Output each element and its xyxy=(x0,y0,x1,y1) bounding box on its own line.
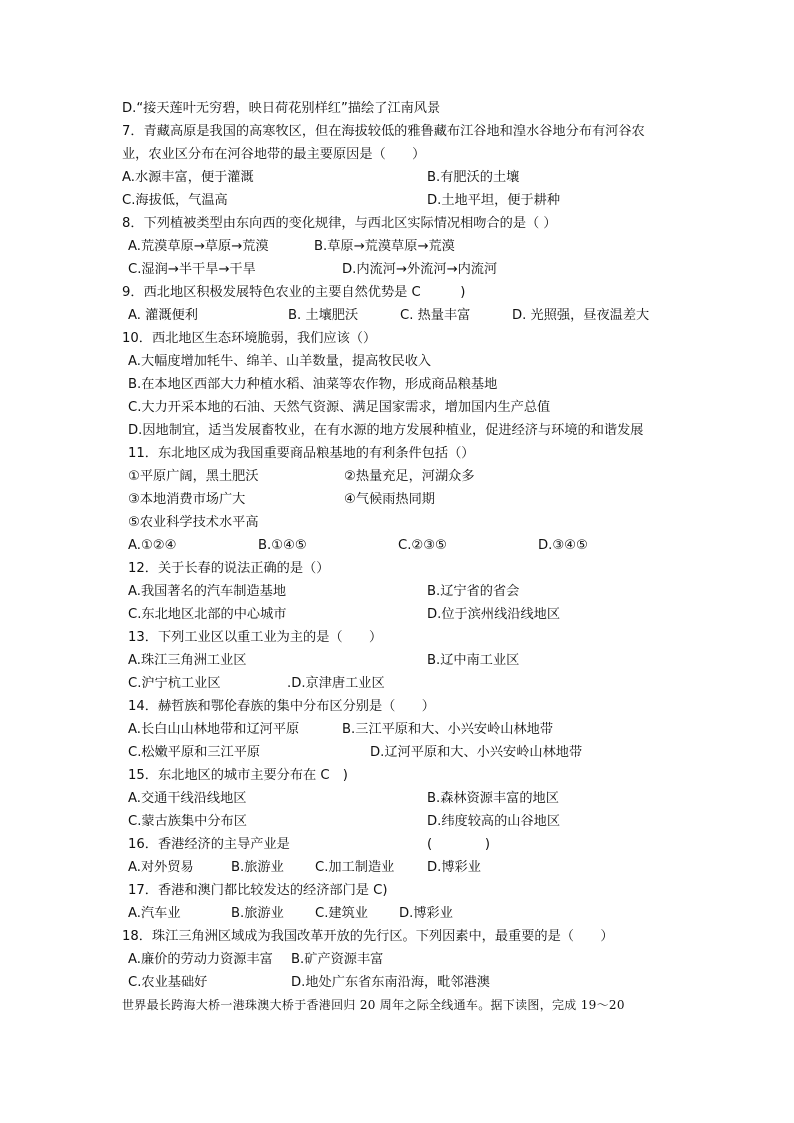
text-segment: 10．西北地区生态环境脆弱，我们应该（） xyxy=(122,331,377,346)
text-segment: D.因地制宜，适当发展畜牧业，在有水源的地方发展种植业，促进经济与环境的和谐发展 xyxy=(128,423,644,438)
text-segment: A.荒漠草原→草原→荒漠 xyxy=(128,239,269,254)
text-segment: ④气候雨热同期 xyxy=(344,492,435,507)
text-segment: ( ) xyxy=(427,837,491,852)
text-segment: 15．东北地区的城市主要分布在 C ) xyxy=(128,768,348,783)
text-segment: B.①④⑤ xyxy=(258,538,307,553)
text-segment: B.旅游业 xyxy=(231,906,284,921)
text-segment: 8．下列植被类型由东向西的变化规律，与西北区实际情况相吻合的是（ ） xyxy=(122,216,557,231)
text-segment: B.森林资源丰富的地区 xyxy=(427,791,559,806)
text-segment: 16．香港经济的主导产业是 xyxy=(128,837,290,852)
text-segment: 业，农业区分布在河谷地带的最主要原因是（ ） xyxy=(122,147,426,162)
text-segment: .D.京津唐工业区 xyxy=(287,676,385,691)
text-segment: B.在本地区西部大力种植水稻、油菜等农作物，形成商品粮基地 xyxy=(128,377,498,392)
text-segment: A.汽车业 xyxy=(128,906,181,921)
text-segment: B.旅游业 xyxy=(231,860,284,875)
text-segment: C. 热量丰富 xyxy=(400,308,471,323)
text-segment: C.海拔低，气温高 xyxy=(122,193,228,208)
text-segment: D.博彩业 xyxy=(399,906,453,921)
text-segment: A.珠江三角洲工业区 xyxy=(128,653,247,668)
text-segment: D.③④⑤ xyxy=(538,538,588,553)
text-segment: 18．珠江三角洲区域成为我国改革开放的先行区。下列因素中，最重要的是（ ） xyxy=(122,929,614,944)
text-segment: A.廉价的劳动力资源丰富 xyxy=(128,952,273,967)
text-segment: C.②③⑤ xyxy=(398,538,447,553)
text-segment: B.辽中南工业区 xyxy=(427,653,520,668)
text-segment: ③本地消费市场广大 xyxy=(128,492,246,507)
text-segment: B.草原→荒漠草原→荒漠 xyxy=(314,239,455,254)
text-segment: C.农业基础好 xyxy=(128,975,208,990)
text-segment: ①平原广阔，黑土肥沃 xyxy=(128,469,259,484)
text-segment: C.湿润→半干旱→干旱 xyxy=(128,262,256,277)
text-segment: B. 土壤肥沃 xyxy=(288,308,359,323)
text-segment: D.辽河平原和大、小兴安岭山林地带 xyxy=(370,745,583,760)
text-segment: C.东北地区北部的中心城市 xyxy=(128,607,287,622)
text-segment: A.我国著名的汽车制造基地 xyxy=(128,584,287,599)
text-segment: A.大幅度增加牦牛、绵羊、山羊数量，提高牧民收入 xyxy=(128,354,432,369)
text-segment: A.①②④ xyxy=(128,538,177,553)
text-segment: 7．青藏高原是我国的高寒牧区，但在海拔较低的雅鲁藏布江谷地和湟水谷地分布有河谷农 xyxy=(122,124,645,139)
text-segment: D.内流河→外流河→内流河 xyxy=(342,262,498,277)
text-segment: 9．西北地区积极发展特色农业的主要自然优势是 C ) xyxy=(122,285,466,300)
text-segment: B.辽宁省的省会 xyxy=(427,584,520,599)
text-segment: C.建筑业 xyxy=(315,906,368,921)
text-segment: D.纬度较高的山谷地区 xyxy=(427,814,561,829)
text-segment: D.位于滨州线沿线地区 xyxy=(427,607,561,622)
text-segment: C.沪宁杭工业区 xyxy=(128,676,221,691)
text-segment: 世界最长跨海大桥一港珠澳大桥于香港回归 20 周年之际全线通车。据下读图，完成 19～20 xyxy=(122,998,625,1012)
text-segment: D.土地平坦，便于耕种 xyxy=(427,193,561,208)
text-segment: A.对外贸易 xyxy=(128,860,194,875)
text-segment: D.地处广东省东南沿海，毗邻港澳 xyxy=(291,975,490,990)
text-segment: D.“接天莲叶无穷碧，映日荷花别样红”描绘了江南风景 xyxy=(122,101,441,116)
text-segment: 12．关于长春的说法正确的是（） xyxy=(128,561,330,576)
text-segment: 11．东北地区成为我国重要商品粮基地的有利条件包括（） xyxy=(128,446,475,461)
text-segment: D.博彩业 xyxy=(427,860,481,875)
text-segment: C.加工制造业 xyxy=(315,860,395,875)
text-segment: 17．香港和澳门都比较发达的经济部门是 C) xyxy=(128,883,388,898)
text-segment: C.松嫩平原和三江平原 xyxy=(128,745,261,760)
text-segment: A.长白山山林地带和辽河平原 xyxy=(128,722,300,737)
text-segment: 13．下列工业区以重工业为主的是（ ） xyxy=(128,630,383,645)
text-segment: D. 光照强，昼夜温差大 xyxy=(512,308,650,323)
text-segment: A.水源丰富，便于灌溉 xyxy=(122,170,254,185)
text-segment: B.三江平原和大、小兴安岭山林地带 xyxy=(342,722,554,737)
text-segment: A.交通干线沿线地区 xyxy=(128,791,247,806)
text-segment: C.大力开采本地的石油、天然气资源、满足国家需求，增加国内生产总值 xyxy=(128,400,551,415)
text-segment: C.蒙古族集中分布区 xyxy=(128,814,247,829)
text-segment: 14．赫哲族和鄂伦春族的集中分布区分别是（ ） xyxy=(128,699,435,714)
text-segment: B.矿产资源丰富 xyxy=(291,952,384,967)
text-segment: B.有肥沃的土壤 xyxy=(427,170,520,185)
text-segment: A. 灌溉便利 xyxy=(128,308,198,323)
text-segment: ⑤农业科学技术水平高 xyxy=(128,515,259,530)
text-segment: ②热量充足，河湖众多 xyxy=(344,469,475,484)
